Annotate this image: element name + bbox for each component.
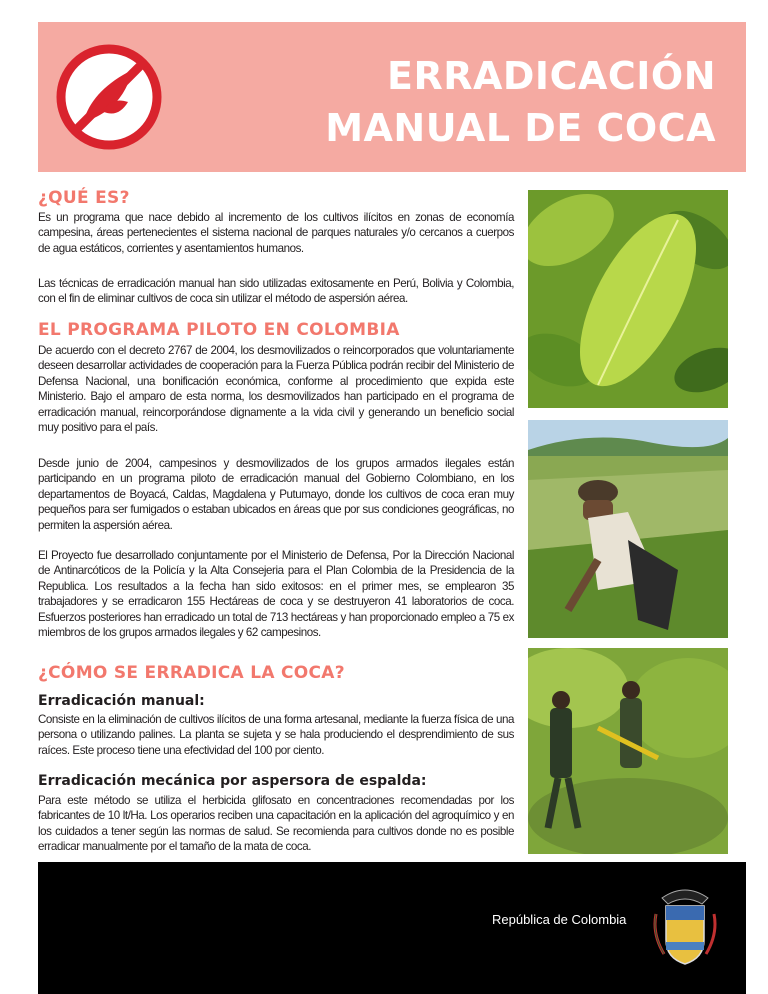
workers-photo [528,648,728,854]
title-line-2: MANUAL DE COCA [325,106,716,150]
section-heading-como-se-erradica: ¿CÓMO SE ERRADICA LA COCA? [38,663,345,683]
subheading-erradicacion-manual: Erradicación manual: [38,693,205,709]
piloto-paragraph-2: Desde junio de 2004, campesinos y desmovilizados de los grupos armados ilegales están participando en un programa piloto de erradicación manual del Gobierno Colombiano, en los departamentos de Boyacá, Caldas, Magdalena y Putumayo, donde los cultivos de coca eran muy pequeños para ser fumigados o estaban ubicados en áreas que por sus condiciones geográficas, no permiten la aspersión aérea. [38,457,514,532]
section-heading-que-es: ¿QUÉ ES? [38,188,130,208]
footer-bar [38,862,746,994]
manual-paragraph: Consiste en la eliminación de cultivos ilícitos de una forma artesanal, mediante la fuerza física de una persona o utilizando palines. La planta se sujeta y se hala produciendo el desprendimiento de sus raíces. Este proceso tiene una efectividad del 100 por ciento. [38,713,514,757]
farmer-photo [528,420,728,638]
footer-label: República de Colombia [492,912,627,927]
title-line-1: ERRADICACIÓN [387,54,716,98]
que-es-paragraph-1: Es un programa que nace debido al incremento de los cultivos ilícitos en zonas de economía campesina, áreas pertenecientes el sistema nacional de parques naturales y/o cercanos a cuerpos de agua estáticos, corrientes y asentamientos humanos. [38,211,514,255]
page-title [325,50,716,154]
mecanica-paragraph: Para este método se utiliza el herbicida glifosato en concentraciones recomendadas por los fabricantes de 10 lt/Ha. Los operarios reciben una capacitación en la aplicación del agroquímico y en los cuidados a tener según las normas de salud. Se recomienda para cultivos donde no es posible erradicar manualmente por el tamaño de la mata de coca. [38,794,514,854]
que-es-paragraph-2: Las técnicas de erradicación manual han sido utilizadas exitosamente en Perú, Bolivia y Colombia, con el fin de eliminar cultivos de coca sin utilizar el método de aspersión aérea. [38,277,514,306]
subheading-erradicacion-mecanica: Erradicación mecánica por aspersora de espalda: [38,773,427,789]
piloto-paragraph-3: El Proyecto fue desarrollado conjuntamente por el Ministerio de Defensa, Por la Dirección Nacional de Antinarcóticos de la Policía y la Alta Consejeria para el Plan Colombia de la Presidencia de la Republica. Los resultados a la fecha han sido exitosos: en el primer mes, se emplearon 35 trabajadores y se erradicaron 155 Hectáreas de coca y se destruyeron 41 laboratorios de coca. Esfuerzos posteriores han erradicado un total de 713 hectáreas y han proporcionado empleo a 75 ex miembros de los grupos armados ilegales y 62 campesinos. [38,549,514,640]
piloto-paragraph-1: De acuerdo con el decreto 2767 de 2004, los desmovilizados o reincorporados que voluntariamente deseen desarrollar actividades de cooperación para la Fuerza Pública podrán recibir del Ministerio de Defensa Nacional, una bonificación económica, conforme al procedimiento que expida este Ministerio. Bajo el amparo de esta norma, los desmovilizados han participado en el programa de erradicación manual, reincorporándose dignamente a la vida civil y generando un beneficio social muy positivo para el país. [38,344,514,435]
coat-of-arms-icon [652,884,718,968]
section-heading-programa-piloto: EL PROGRAMA PILOTO EN COLOMBIA [38,320,400,340]
coca-leaf-photo [528,190,728,408]
no-coca-icon [54,42,164,152]
